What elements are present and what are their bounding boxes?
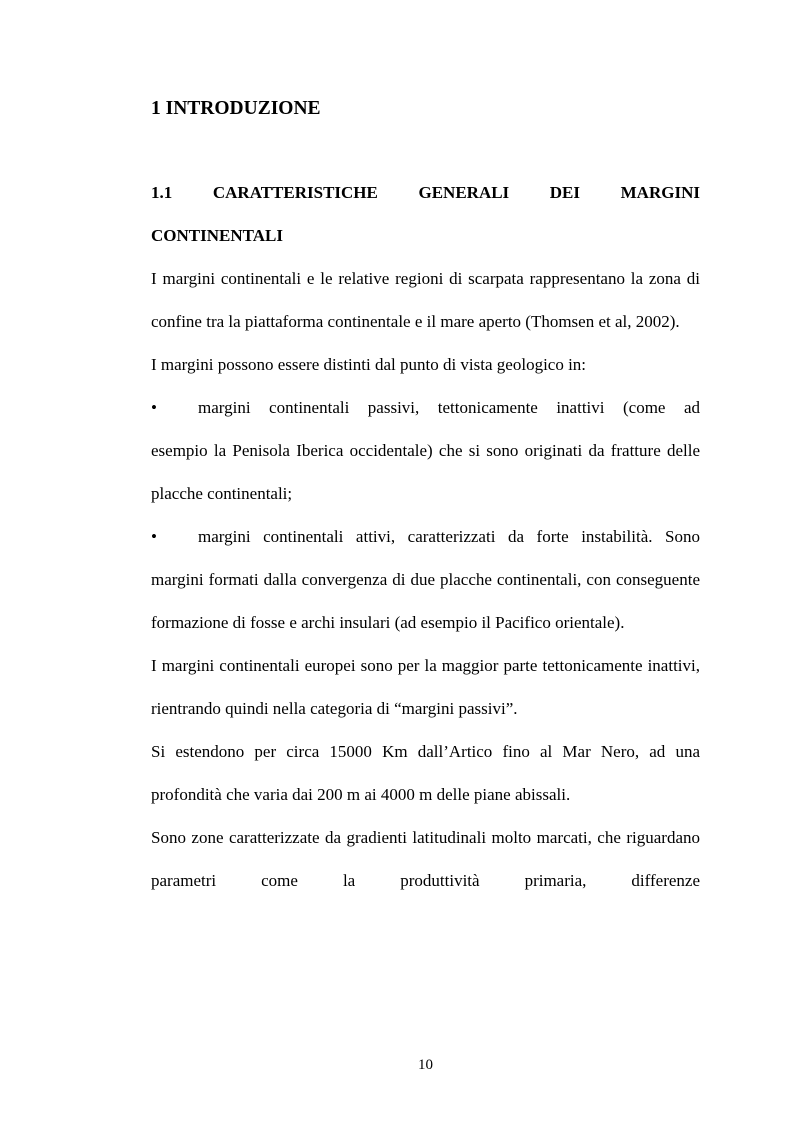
bullet-item-passive-lead: margini continentali passivi, tettonicamente inattivi (come ad — [198, 398, 700, 417]
paragraph-intro: I margini continentali e le relative regioni di scarpata rappresentano la zona di confine tra la piattaforma continentale e il mare aperto (Thomsen et al, 2002). — [151, 269, 700, 331]
section-heading — [151, 171, 700, 257]
paragraph-gradients: Sono zone caratterizzate da gradienti latitudinali molto marcati, che riguardano parametri come la produttività primaria, differenze — [151, 828, 700, 890]
section-word-4: MARGINI — [620, 183, 700, 202]
section-heading-line2: CONTINENTALI — [151, 226, 283, 245]
bullet-item-active-first-line — [151, 515, 700, 558]
section-number: 1.1 — [151, 183, 173, 202]
paragraph-extent: Si estendono per circa 15000 Km dall’Artico fino al Mar Nero, ad una profondità che varia dai 200 m ai 4000 m delle piane abissali. — [151, 742, 700, 804]
bullet-item-active-text: margini formati dalla convergenza di due placche continentali, con conseguente formazione di fosse e archi insulari (ad esempio il Pacifico orientale). — [151, 570, 700, 632]
chapter-title: 1 INTRODUZIONE — [151, 98, 321, 119]
bullet-item-passive-text: esempio la Penisola Iberica occidentale) che si sono originati da fratture delle placche continentali; — [151, 441, 700, 503]
section-word-2: GENERALI — [418, 183, 510, 202]
bullet-icon: • — [151, 527, 157, 546]
section-heading-line1 — [151, 171, 700, 214]
bullet-icon: • — [151, 398, 157, 417]
section-word-1: CARATTERISTICHE — [212, 183, 378, 202]
page-content — [151, 91, 700, 902]
bullet-item-active-lead: margini continentali attivi, caratterizzati da forte instabilità. Sono — [198, 527, 700, 546]
paragraph-european-margins: I margini continentali europei sono per la maggior parte tettonicamente inattivi, rientrando quindi nella categoria di “margini passivi”. — [151, 656, 700, 718]
page-number: 10 — [418, 1057, 433, 1073]
paragraph-distinction: I margini possono essere distinti dal punto di vista geologico in: — [151, 355, 587, 374]
bullet-item-active — [151, 515, 700, 644]
section-word-3: DEI — [549, 183, 581, 202]
bullet-item-passive-first-line — [151, 386, 700, 429]
bullet-item-passive — [151, 386, 700, 515]
